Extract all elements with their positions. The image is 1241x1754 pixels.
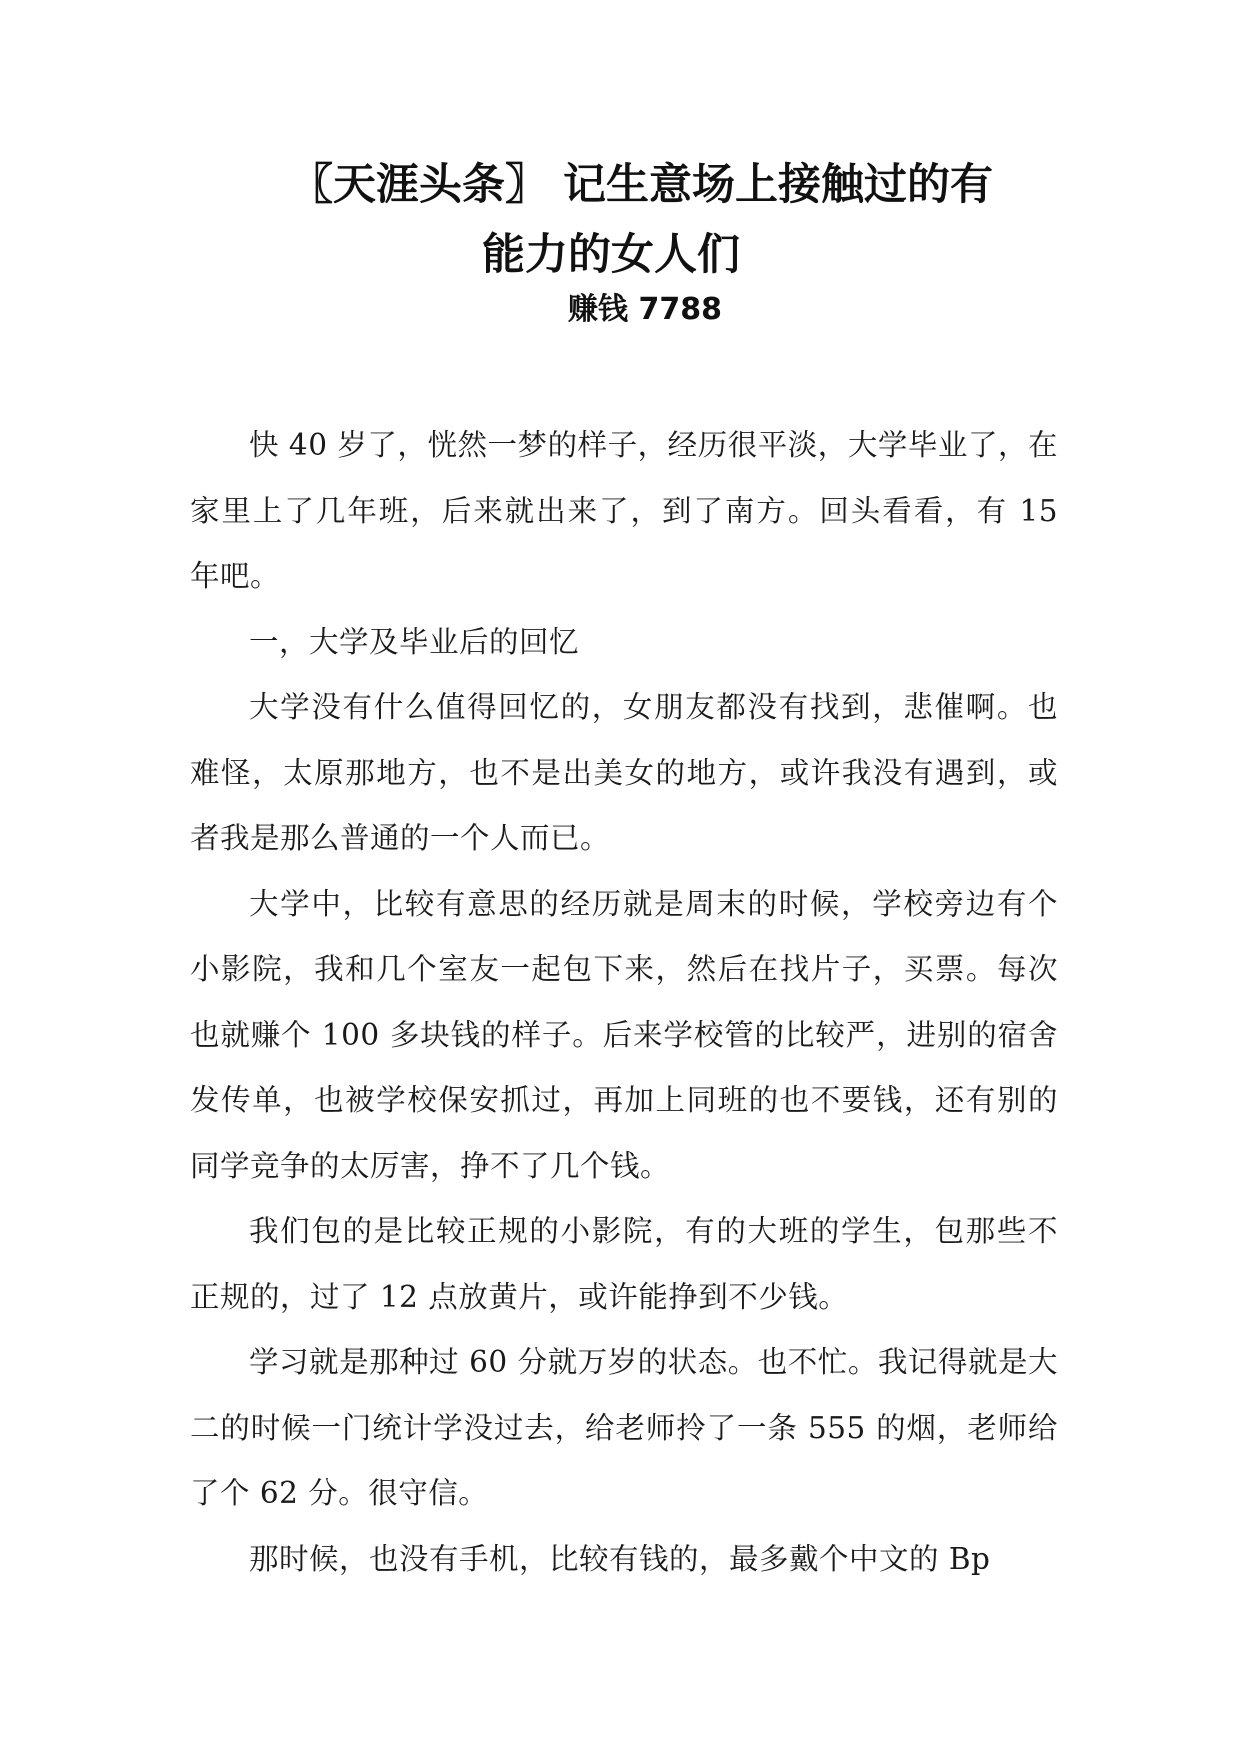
paragraph: 那时候，也没有手机，比较有钱的，最多戴个中文的 Bp (249, 1541, 991, 1576)
document-title (290, 150, 1070, 290)
section-heading: 一，大学及毕业后的回忆 (249, 624, 580, 659)
paragraph: 学习就是那种过 60 分就万岁的状态。也不忙。我记得就是大二的时候一门统计学没过去，给老师拎了一条 555 的烟，老师给了个 62 分。很守信。 (190, 1345, 1058, 1510)
title-line-1: 〖天涯头条〗 记生意场上接触过的有 (290, 160, 993, 210)
paragraph: 我们包的是比较正规的小影院，有的大班的学生，包那些不正规的，过了 12 点放黄片，或许能挣到不少钱。 (190, 1214, 1058, 1314)
author-name: 赚钱 7788 (568, 292, 722, 327)
paragraph: 快 40 岁了，恍然一梦的样子，经历很平淡，大学毕业了，在家里上了几年班，后来就出来了，到了南方。回头看看，有 15 年吧。 (190, 428, 1058, 593)
title-line-2: 能力的女人们 (482, 230, 740, 280)
paragraph: 大学没有什么值得回忆的，女朋友都没有找到，悲催啊。也难怪，太原那地方，也不是出美女的地方，或许我没有遇到，或者我是那么普通的一个人而已。 (190, 690, 1058, 855)
document-body (190, 413, 1058, 1592)
paragraph: 大学中，比较有意思的经历就是周末的时候，学校旁边有个小影院，我和几个室友一起包下来，然后在找片子，买票。每次也就赚个 100 多块钱的样子。后来学校管的比较严，进别的宿舍发传单，也被学校保安抓过，再加上同班的也不要钱，还有别的同学竞争的太厉害，挣不了几个钱。 (190, 886, 1058, 1183)
